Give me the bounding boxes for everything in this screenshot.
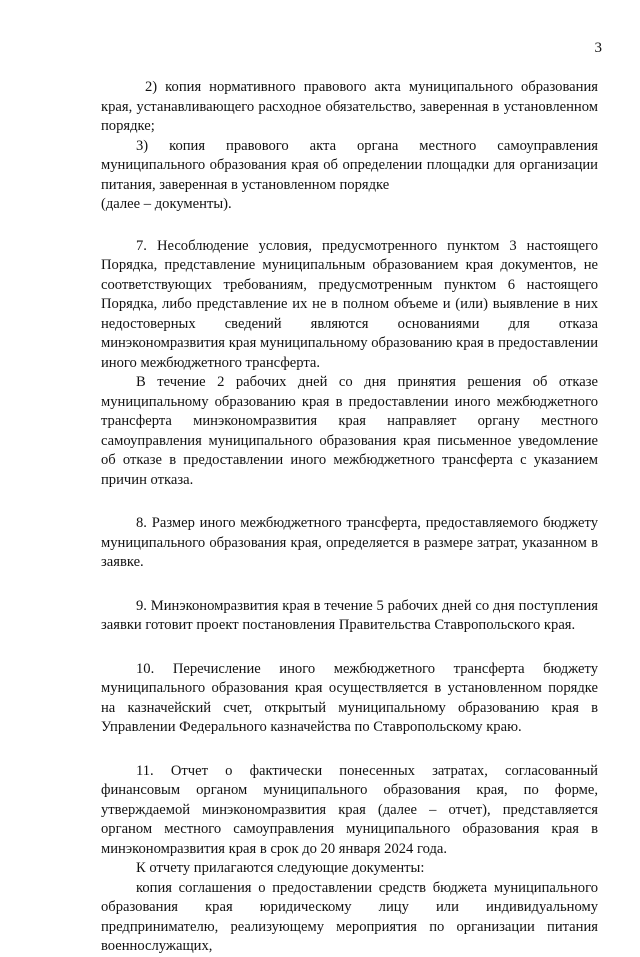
paragraph-documents-note: (далее – документы). bbox=[101, 196, 232, 212]
paragraph-refusal-notice: В течение 2 рабочих дней со дня принятия решения об отказе муниципальному образованию края в предоставлении иного межбюджетного трансферта минэкономразвития края направляет органу местного самоуправления муниципального образования края письменное уведомление об отказе в предоставлении иного межбюджетного трансферта с указанием причин отказа. bbox=[101, 374, 598, 488]
paragraph-item-2: 2) копия нормативного правового акта муниципального образования края, устанавливающего расходное обязательство, заверенная в установленном порядке; bbox=[101, 79, 598, 134]
page-number: 3 bbox=[594, 40, 602, 56]
paragraph-clause-9: 9. Минэкономразвития края в течение 5 рабочих дней со дня поступления заявки готовит проект постановления Правительства Ставропольского края. bbox=[101, 597, 598, 633]
paragraph-item-3: 3) копия правового акта органа местного самоуправления муниципального образования края об определении площадки для организации питания, заверенная в установленном порядке bbox=[101, 137, 598, 193]
paragraph-clause-7: 7. Несоблюдение условия, предусмотренного пунктом 3 настоящего Порядка, представление муниципальным образованием края документов, не соответствующих требованиям, предусмотренным пунктом 6 настоящего Порядка, либо представление их не в полном объеме и (или) выявление в них недостоверных сведений являются основаниями для отказа минэкономразвития края муниципальному образованию края в предоставлении иного межбюджетного трансферта. bbox=[101, 237, 598, 371]
paragraph-agreement-copy: копия соглашения о предоставлении средств бюджета муниципального образования края юридическому лицу или индивидуальному предпринимателю, реализующему мероприятия по организации питания военнослужащих, bbox=[101, 879, 598, 954]
paragraph-attached-docs: К отчету прилагаются следующие документы: bbox=[136, 860, 425, 876]
paragraph-clause-11: 11. Отчет о фактически понесенных затратах, согласованный финансовым органом муниципального образования края, по форме, утверждаемой минэкономразвития края (далее – отчет), представляется органом местного самоуправления муниципального образования края в минэкономразвития края в срок до 20 января 2024 года. bbox=[101, 762, 598, 857]
document-body bbox=[101, 78, 598, 957]
paragraph-clause-10: 10. Перечисление иного межбюджетного трансферта бюджету муниципального образования края осуществляется в установленном порядке на казначейский счет, открытый муниципальному образованию края в Управлении Федерального казначейства по Ставропольскому краю. bbox=[101, 660, 598, 735]
paragraph-clause-8: 8. Размер иного межбюджетного трансферта, предоставляемого бюджету муниципального образования края, определяется в размере затрат, указанном в заявке. bbox=[101, 515, 598, 570]
